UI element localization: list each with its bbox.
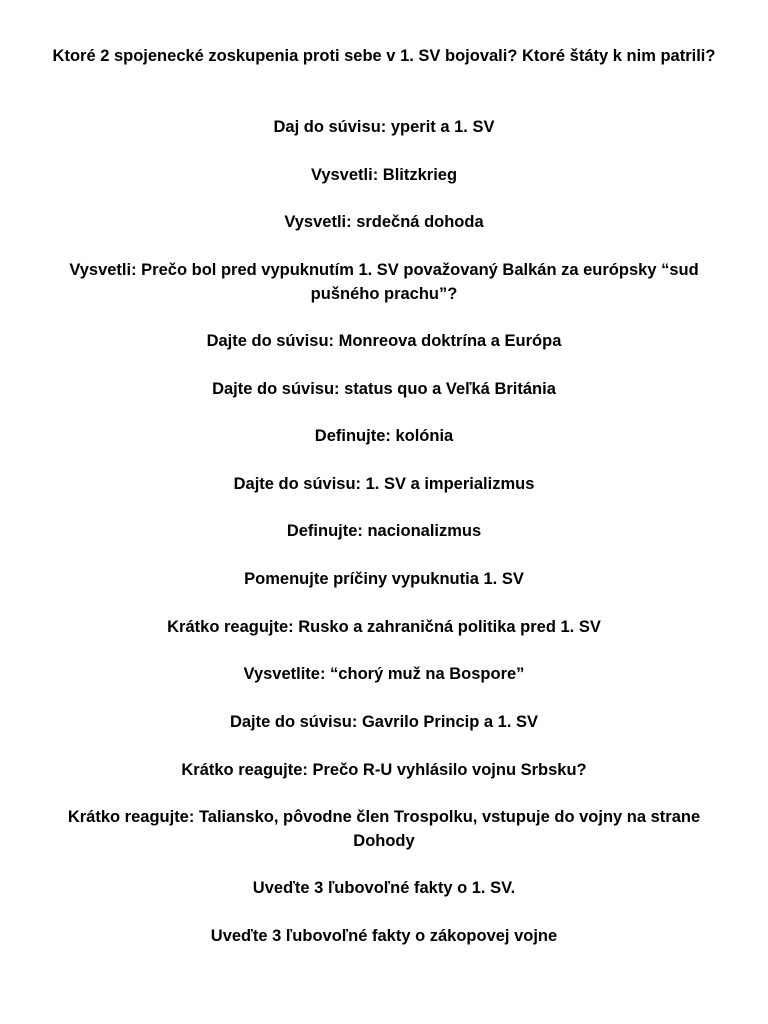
question-12: Krátko reagujte: Rusko a zahraničná politika pred 1. SV	[167, 618, 601, 636]
question-10: Definujte: nacionalizmus	[286, 522, 482, 540]
question-11: Pomenujte príčiny vypuknutia 1. SV	[244, 570, 524, 588]
question-3: Vysvetli: Blitzkrieg	[310, 166, 458, 184]
question-15: Krátko reagujte: Prečo R-U vyhlásilo vojnu Srbsku?	[181, 761, 587, 779]
question-14: Dajte do súvisu: Gavrilo Princip a 1. SV	[229, 713, 539, 731]
question-8: Definujte: kolónia	[314, 427, 454, 445]
question-18: Uveďte 3 ľubovoľné fakty o zákopovej vojne	[210, 927, 558, 945]
question-4: Vysvetli: srdečná dohoda	[284, 213, 484, 231]
question-16: Krátko reagujte: Taliansko, pôvodne člen Trospolku, vstupuje do vojny na strane Dohody	[67, 808, 701, 850]
question-9: Dajte do súvisu: 1. SV a imperializmus	[233, 475, 535, 493]
question-7: Dajte do súvisu: status quo a Veľká Británia	[212, 380, 556, 398]
question-13: Vysvetlite: “chorý muž na Bospore”	[243, 665, 525, 683]
question-17: Uveďte 3 ľubovoľné fakty o 1. SV.	[252, 879, 516, 897]
question-1: Ktoré 2 spojenecké zoskupenia proti sebe v 1. SV bojovali? Ktoré štáty k nim patrili?	[52, 47, 716, 65]
question-5: Vysvetli: Prečo bol pred vypuknutím 1. SV považovaný Balkán za európsky “sud pušného prachu”?	[69, 261, 699, 303]
question-2: Daj do súvisu: yperit a 1. SV	[273, 118, 495, 136]
question-6: Dajte do súvisu: Monreova doktrína a Európa	[206, 332, 562, 350]
